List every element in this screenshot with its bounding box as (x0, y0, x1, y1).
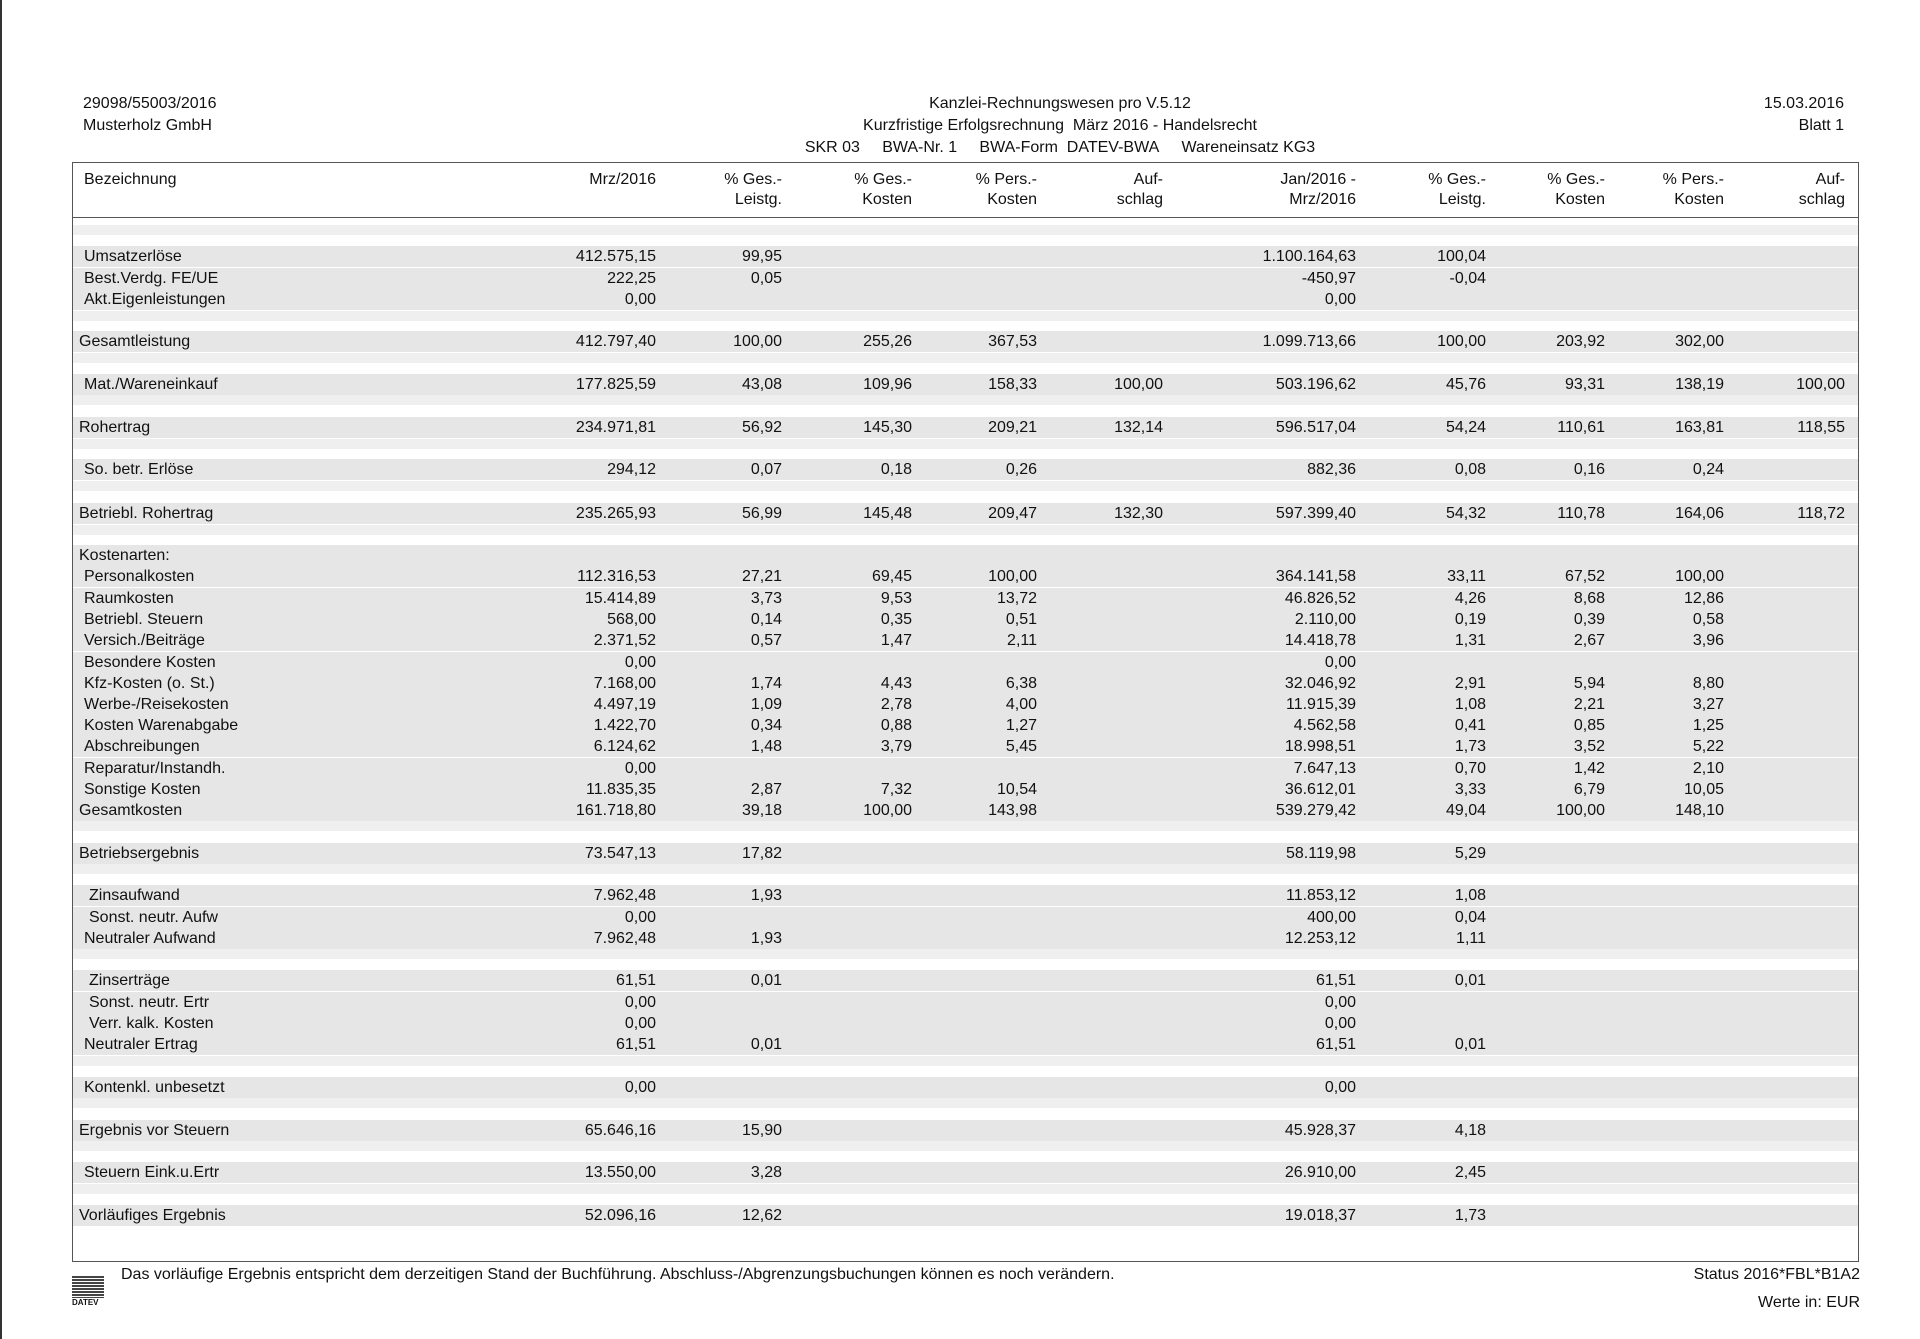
column-header-label: Bezeichnung (84, 171, 177, 188)
row-label: Besondere Kosten (84, 654, 216, 671)
row-label: Sonst. neutr. Aufw (89, 909, 218, 926)
column-header-5: Auf- schlag (1116, 171, 1163, 208)
row-value: 109,96 (863, 376, 912, 393)
row-value: 1,93 (750, 930, 782, 947)
row-value: 0,16 (1573, 461, 1605, 478)
table-row (73, 289, 1858, 310)
row-value: 145,48 (863, 505, 912, 522)
row-value: 132,14 (1114, 419, 1163, 436)
row-value: 0,88 (880, 717, 912, 734)
table-row (73, 1077, 1858, 1098)
row-value: 9,53 (880, 590, 912, 607)
logo-bars-icon (72, 1276, 104, 1298)
row-value: 4,43 (880, 675, 912, 692)
column-header-4: % Pers.- Kosten (975, 171, 1037, 208)
row-value: 15,90 (741, 1122, 782, 1139)
row-value: 3,73 (750, 590, 782, 607)
row-value: 597.399,40 (1275, 505, 1356, 522)
table-row (73, 1162, 1858, 1183)
row-value: 882,36 (1307, 461, 1356, 478)
row-value: 7.962,48 (593, 930, 656, 947)
row-stripe (73, 395, 1858, 405)
row-value: 294,12 (607, 461, 656, 478)
row-stripe (73, 1098, 1858, 1108)
row-label: Rohertrag (79, 419, 151, 436)
row-value: 7.647,13 (1293, 760, 1356, 777)
table-row (73, 843, 1858, 864)
row-value: 11.853,12 (1286, 887, 1356, 904)
row-value: 54,24 (1445, 419, 1486, 436)
row-value: 1,73 (1454, 1207, 1486, 1224)
row-label: Neutraler Aufwand (84, 930, 216, 947)
row-value: 1,27 (1005, 717, 1037, 734)
table-row (73, 970, 1858, 991)
row-value: 161.718,80 (575, 802, 656, 819)
table-row (73, 459, 1858, 480)
row-value: 0,39 (1573, 611, 1605, 628)
row-value: 2,21 (1573, 696, 1605, 713)
row-value: 148,10 (1675, 802, 1724, 819)
row-value: 7.962,48 (593, 887, 656, 904)
row-label: Betriebl. Steuern (84, 611, 204, 628)
row-value: -0,04 (1449, 270, 1486, 287)
row-value: 13,72 (996, 590, 1037, 607)
column-header-3: % Ges.- Kosten (854, 171, 912, 208)
row-value: 26.910,00 (1284, 1164, 1356, 1181)
row-label: Abschreibungen (84, 738, 200, 755)
table-row (73, 609, 1858, 630)
row-value: 61,51 (615, 1036, 656, 1053)
row-value: 0,85 (1573, 717, 1605, 734)
row-value: 302,00 (1675, 333, 1724, 350)
row-value: 3,79 (880, 738, 912, 755)
row-value: 1,11 (1456, 930, 1486, 947)
row-value: 0,01 (1454, 1036, 1486, 1053)
row-stripe (73, 864, 1858, 874)
row-value: 100,00 (988, 568, 1037, 585)
row-label: Betriebsergebnis (79, 845, 200, 862)
row-value: 235.265,93 (575, 505, 656, 522)
row-value: 5,29 (1454, 845, 1486, 862)
row-label: Betriebl. Rohertrag (79, 505, 214, 522)
row-label: Werbe-/Reisekosten (84, 696, 229, 713)
table-row (73, 758, 1858, 779)
row-value: 0,00 (1324, 1079, 1356, 1096)
header-right (1764, 93, 1844, 137)
row-value: 255,26 (863, 333, 912, 350)
row-label: Raumkosten (84, 590, 174, 607)
sheet-number: Blatt 1 (1798, 117, 1844, 134)
row-value: 61,51 (615, 972, 656, 989)
row-value: 6.124,62 (593, 738, 656, 755)
table-row (73, 1120, 1858, 1141)
row-value: 2,45 (1454, 1164, 1486, 1181)
currency-note: Werte in: EUR (1758, 1294, 1860, 1311)
report-date: 15.03.2016 (1763, 95, 1844, 112)
row-value: 112.316,53 (577, 568, 656, 585)
column-header-row (73, 163, 1858, 218)
row-label: Sonstige Kosten (84, 781, 201, 798)
report-title: Kurzfristige Erfolgsrechnung März 2016 - Handelsrecht (863, 117, 1257, 134)
row-value: 100,00 (1556, 802, 1605, 819)
row-value: 0,00 (624, 760, 656, 777)
row-value: 58.119,98 (1286, 845, 1356, 862)
row-value: 100,00 (1437, 333, 1486, 350)
row-value: 39,18 (741, 802, 782, 819)
row-value: 73.547,13 (584, 845, 656, 862)
row-label: Steuern Eink.u.Ertr (84, 1164, 220, 1181)
row-value: 56,92 (741, 419, 782, 436)
footer-note: Das vorläufige Ergebnis entspricht dem derzeitigen Stand der Buchführung. Abschluss-/Abgrenzungsbuchungen können es noch verändern. (121, 1266, 1115, 1283)
row-value: 2,78 (880, 696, 912, 713)
row-value: 15.414,89 (584, 590, 656, 607)
table-row (73, 588, 1858, 609)
row-value: 0,41 (1454, 717, 1486, 734)
row-stripe (73, 225, 1858, 235)
table-row (73, 417, 1858, 438)
software-name: Kanzlei-Rechnungswesen pro V.5.12 (929, 95, 1191, 112)
row-value: 0,04 (1454, 909, 1486, 926)
datev-logo (72, 1276, 104, 1306)
table-row (73, 331, 1858, 352)
row-stripe (73, 481, 1858, 491)
table-row (73, 503, 1858, 524)
row-stripe (73, 821, 1858, 831)
row-value: 0,34 (750, 717, 782, 734)
row-value: 54,32 (1445, 505, 1486, 522)
table-row (73, 545, 1858, 566)
row-value: 203,92 (1556, 333, 1605, 350)
row-value: 0,00 (624, 1015, 656, 1032)
row-value: 7,32 (880, 781, 912, 798)
row-value: 4,00 (1005, 696, 1037, 713)
row-value: 0,05 (750, 270, 782, 287)
row-value: 503.196,62 (1275, 376, 1356, 393)
row-value: 13.550,00 (584, 1164, 656, 1181)
column-header-1: Mrz/2016 (589, 171, 656, 188)
table-row (73, 992, 1858, 1013)
row-value: 177.825,59 (575, 376, 656, 393)
row-value: 56,99 (741, 505, 782, 522)
row-value: 10,54 (996, 781, 1037, 798)
table-row (73, 1013, 1858, 1034)
table-row (73, 1205, 1858, 1226)
row-value: 0,08 (1454, 461, 1486, 478)
row-label: Zinserträge (89, 972, 170, 989)
row-value: 6,79 (1573, 781, 1605, 798)
table-row (73, 566, 1858, 587)
row-value: 1,25 (1692, 717, 1724, 734)
row-value: 110,78 (1557, 505, 1605, 522)
row-value: 2.371,52 (593, 632, 656, 649)
row-value: 2,67 (1573, 632, 1605, 649)
column-header-8: % Ges.- Kosten (1547, 171, 1605, 208)
table-row (73, 1034, 1858, 1055)
row-value: 1.422,70 (593, 717, 656, 734)
row-value: 1,73 (1454, 738, 1486, 755)
row-value: 568,00 (607, 611, 656, 628)
row-label: Versich./Beiträge (84, 632, 205, 649)
row-value: 1,93 (750, 887, 782, 904)
row-value: 8,80 (1692, 675, 1724, 692)
table-row (73, 907, 1858, 928)
row-stripe (73, 439, 1858, 449)
report-meta (560, 137, 1560, 159)
row-value: 110,61 (1557, 419, 1605, 436)
row-value: 163,81 (1675, 419, 1724, 436)
row-value: 100,00 (733, 333, 782, 350)
row-value: 1,48 (750, 738, 782, 755)
row-label: Personalkosten (84, 568, 195, 585)
row-value: 118,72 (1797, 505, 1845, 522)
row-value: 100,00 (1114, 376, 1163, 393)
row-value: 17,82 (741, 845, 782, 862)
row-value: 43,08 (741, 376, 782, 393)
row-value: 0,14 (750, 611, 782, 628)
row-label: So. betr. Erlöse (84, 461, 194, 478)
status-code: Status 2016*FBL*B1A2 (1693, 1266, 1860, 1283)
row-stripe (73, 311, 1858, 321)
row-value: 0,58 (1692, 611, 1724, 628)
row-value: 12,86 (1683, 590, 1724, 607)
row-value: 5,22 (1692, 738, 1724, 755)
table-row (73, 694, 1858, 715)
row-value: 0,07 (750, 461, 782, 478)
row-label: Neutraler Ertrag (84, 1036, 198, 1053)
row-value: 3,28 (750, 1164, 782, 1181)
row-label: Gesamtkosten (79, 802, 183, 819)
row-value: 5,45 (1005, 738, 1037, 755)
row-value: 412.797,40 (575, 333, 656, 350)
row-value: 4,26 (1454, 590, 1486, 607)
row-value: 138,19 (1675, 376, 1724, 393)
row-value: 65.646,16 (584, 1122, 656, 1139)
row-value: 1,08 (1454, 887, 1486, 904)
row-value: 1,09 (750, 696, 782, 713)
row-label: Verr. kalk. Kosten (89, 1015, 214, 1032)
row-value: 0,24 (1692, 461, 1724, 478)
row-value: 209,47 (988, 505, 1037, 522)
row-label: Vorläufiges Ergebnis (79, 1207, 226, 1224)
row-value: 412.575,15 (575, 248, 656, 265)
row-value: 52.096,16 (584, 1207, 656, 1224)
row-stripe (73, 525, 1858, 535)
row-value: 0,00 (624, 291, 656, 308)
header-left (83, 93, 216, 137)
table-row (73, 374, 1858, 395)
row-value: 3,33 (1454, 781, 1486, 798)
row-value: 0,01 (750, 1036, 782, 1053)
row-label: Ergebnis vor Steuern (79, 1122, 230, 1139)
table-row (73, 715, 1858, 736)
row-value: 0,51 (1005, 611, 1037, 628)
column-header-10: Auf- schlag (1798, 171, 1845, 208)
row-value: 2.110,00 (1294, 611, 1356, 628)
page-edge (0, 0, 2, 1339)
column-header-2: % Ges.- Leistg. (724, 171, 782, 208)
client-number: 29098/55003/2016 (83, 95, 217, 112)
row-value: 36.612,01 (1284, 781, 1356, 798)
row-value: 12,62 (741, 1207, 782, 1224)
row-value: 18.998,51 (1284, 738, 1356, 755)
table-row (73, 630, 1858, 651)
row-value: 0,01 (1454, 972, 1486, 989)
row-value: 19.018,37 (1284, 1207, 1356, 1224)
row-value: 100,04 (1437, 248, 1486, 265)
row-value: 0,18 (880, 461, 912, 478)
row-label: Kontenkl. unbesetzt (84, 1079, 225, 1096)
row-stripe (73, 1184, 1858, 1194)
logo-text: DATEV (72, 1298, 99, 1307)
row-value: 10,05 (1683, 781, 1724, 798)
column-header-6: Jan/2016 - Mrz/2016 (1280, 171, 1356, 208)
row-value: 0,00 (624, 1079, 656, 1096)
row-value: 118,55 (1797, 419, 1845, 436)
row-value: 4,18 (1454, 1122, 1486, 1139)
table-row (73, 800, 1858, 821)
row-label: Sonst. neutr. Ertr (89, 994, 210, 1011)
row-label: Mat./Wareneinkauf (84, 376, 218, 393)
column-header-7: % Ges.- Leistg. (1428, 171, 1486, 208)
row-value: 12.253,12 (1284, 930, 1356, 947)
row-value: -450,97 (1301, 270, 1356, 287)
row-value: 45,76 (1445, 376, 1486, 393)
row-value: 0,00 (624, 654, 656, 671)
row-value: 8,68 (1573, 590, 1605, 607)
row-value: 234.971,81 (575, 419, 656, 436)
row-value: 33,11 (1447, 568, 1486, 585)
row-value: 100,00 (863, 802, 912, 819)
row-value: 3,27 (1692, 696, 1724, 713)
row-stripe (73, 1056, 1858, 1066)
row-value: 4.497,19 (593, 696, 656, 713)
row-value: 209,21 (988, 419, 1037, 436)
row-stripe (73, 1141, 1858, 1151)
row-value: 2,10 (1692, 760, 1724, 777)
row-value: 6,38 (1005, 675, 1037, 692)
row-value: 367,53 (988, 333, 1037, 350)
row-value: 1,08 (1454, 696, 1486, 713)
row-value: 0,00 (1324, 291, 1356, 308)
row-value: 1.100.164,63 (1262, 248, 1356, 265)
table-row (73, 885, 1858, 906)
row-value: 0,57 (750, 632, 782, 649)
row-value: 158,33 (988, 376, 1037, 393)
table-row (73, 268, 1858, 289)
row-value: 100,00 (1796, 376, 1845, 393)
row-value: 27,21 (741, 568, 782, 585)
row-value: 143,98 (988, 802, 1037, 819)
row-value: 0,00 (1324, 994, 1356, 1011)
row-value: 32.046,92 (1284, 675, 1356, 692)
row-value: 0,26 (1005, 461, 1037, 478)
row-value: 5,94 (1573, 675, 1605, 692)
row-label: Kfz-Kosten (o. St.) (84, 675, 215, 692)
row-label: Kostenarten: (79, 547, 170, 564)
meta-bwa-nr: BWA-Nr. 1 (882, 139, 958, 156)
row-value: 11.915,39 (1286, 696, 1356, 713)
row-value: 0,70 (1454, 760, 1486, 777)
row-stripe (73, 353, 1858, 363)
row-value: 1,74 (750, 675, 782, 692)
table-row (73, 779, 1858, 800)
row-value: 61,51 (1315, 1036, 1356, 1053)
row-value: 164,06 (1675, 505, 1724, 522)
row-value: 67,52 (1564, 568, 1605, 585)
row-value: 2,87 (750, 781, 782, 798)
row-value: 145,30 (863, 419, 912, 436)
row-value: 69,45 (871, 568, 912, 585)
row-value: 1,31 (1454, 632, 1486, 649)
row-value: 0,35 (880, 611, 912, 628)
table-row (73, 928, 1858, 949)
row-value: 2,11 (1007, 632, 1037, 649)
row-value: 46.826,52 (1284, 590, 1356, 607)
table-row (73, 246, 1858, 267)
row-label: Best.Verdg. FE/UE (84, 270, 219, 287)
row-value: 0,19 (1454, 611, 1486, 628)
row-value: 1,42 (1573, 760, 1605, 777)
row-label: Akt.Eigenleistungen (84, 291, 226, 308)
row-label: Umsatzerlöse (84, 248, 182, 265)
row-value: 11.835,35 (586, 781, 656, 798)
row-value: 7.168,00 (593, 675, 656, 692)
row-value: 0,00 (624, 994, 656, 1011)
row-label: Zinsaufwand (89, 887, 180, 904)
row-label: Kosten Warenabgabe (84, 717, 239, 734)
row-value: 14.418,78 (1284, 632, 1356, 649)
row-value: 1.099.713,66 (1262, 333, 1356, 350)
row-value: 45.928,37 (1284, 1122, 1356, 1139)
row-value: 49,04 (1445, 802, 1486, 819)
row-value: 3,96 (1692, 632, 1724, 649)
column-header-9: % Pers.- Kosten (1662, 171, 1724, 208)
row-label: Reparatur/Instandh. (84, 760, 226, 777)
row-value: 222,25 (607, 270, 656, 287)
row-value: 3,52 (1573, 738, 1605, 755)
row-value: 93,31 (1564, 376, 1605, 393)
row-value: 0,00 (1324, 1015, 1356, 1032)
row-label: Gesamtleistung (79, 333, 191, 350)
row-value: 364.141,58 (1275, 568, 1356, 585)
row-value: 4.562,58 (1293, 717, 1356, 734)
row-value: 539.279,42 (1275, 802, 1356, 819)
row-value: 596.517,04 (1275, 419, 1356, 436)
meta-wareneinsatz: Wareneinsatz KG3 (1181, 139, 1316, 156)
row-value: 61,51 (1315, 972, 1356, 989)
row-value: 400,00 (1307, 909, 1356, 926)
row-value: 0,00 (624, 909, 656, 926)
row-value: 0,01 (750, 972, 782, 989)
table-row (73, 673, 1858, 694)
table-row (73, 736, 1858, 757)
row-value: 0,00 (1324, 654, 1356, 671)
row-value: 2,91 (1454, 675, 1486, 692)
row-value: 100,00 (1675, 568, 1724, 585)
meta-bwa-form: BWA-Form DATEV-BWA (979, 139, 1160, 156)
row-value: 99,95 (741, 248, 782, 265)
table-row (73, 652, 1858, 673)
report-table (72, 162, 1859, 1262)
header-center (560, 93, 1560, 159)
row-value: 132,30 (1114, 505, 1163, 522)
meta-skr: SKR 03 (804, 139, 860, 156)
row-stripe (73, 949, 1858, 959)
company-name: Musterholz GmbH (83, 117, 212, 134)
row-value: 1,47 (880, 632, 912, 649)
